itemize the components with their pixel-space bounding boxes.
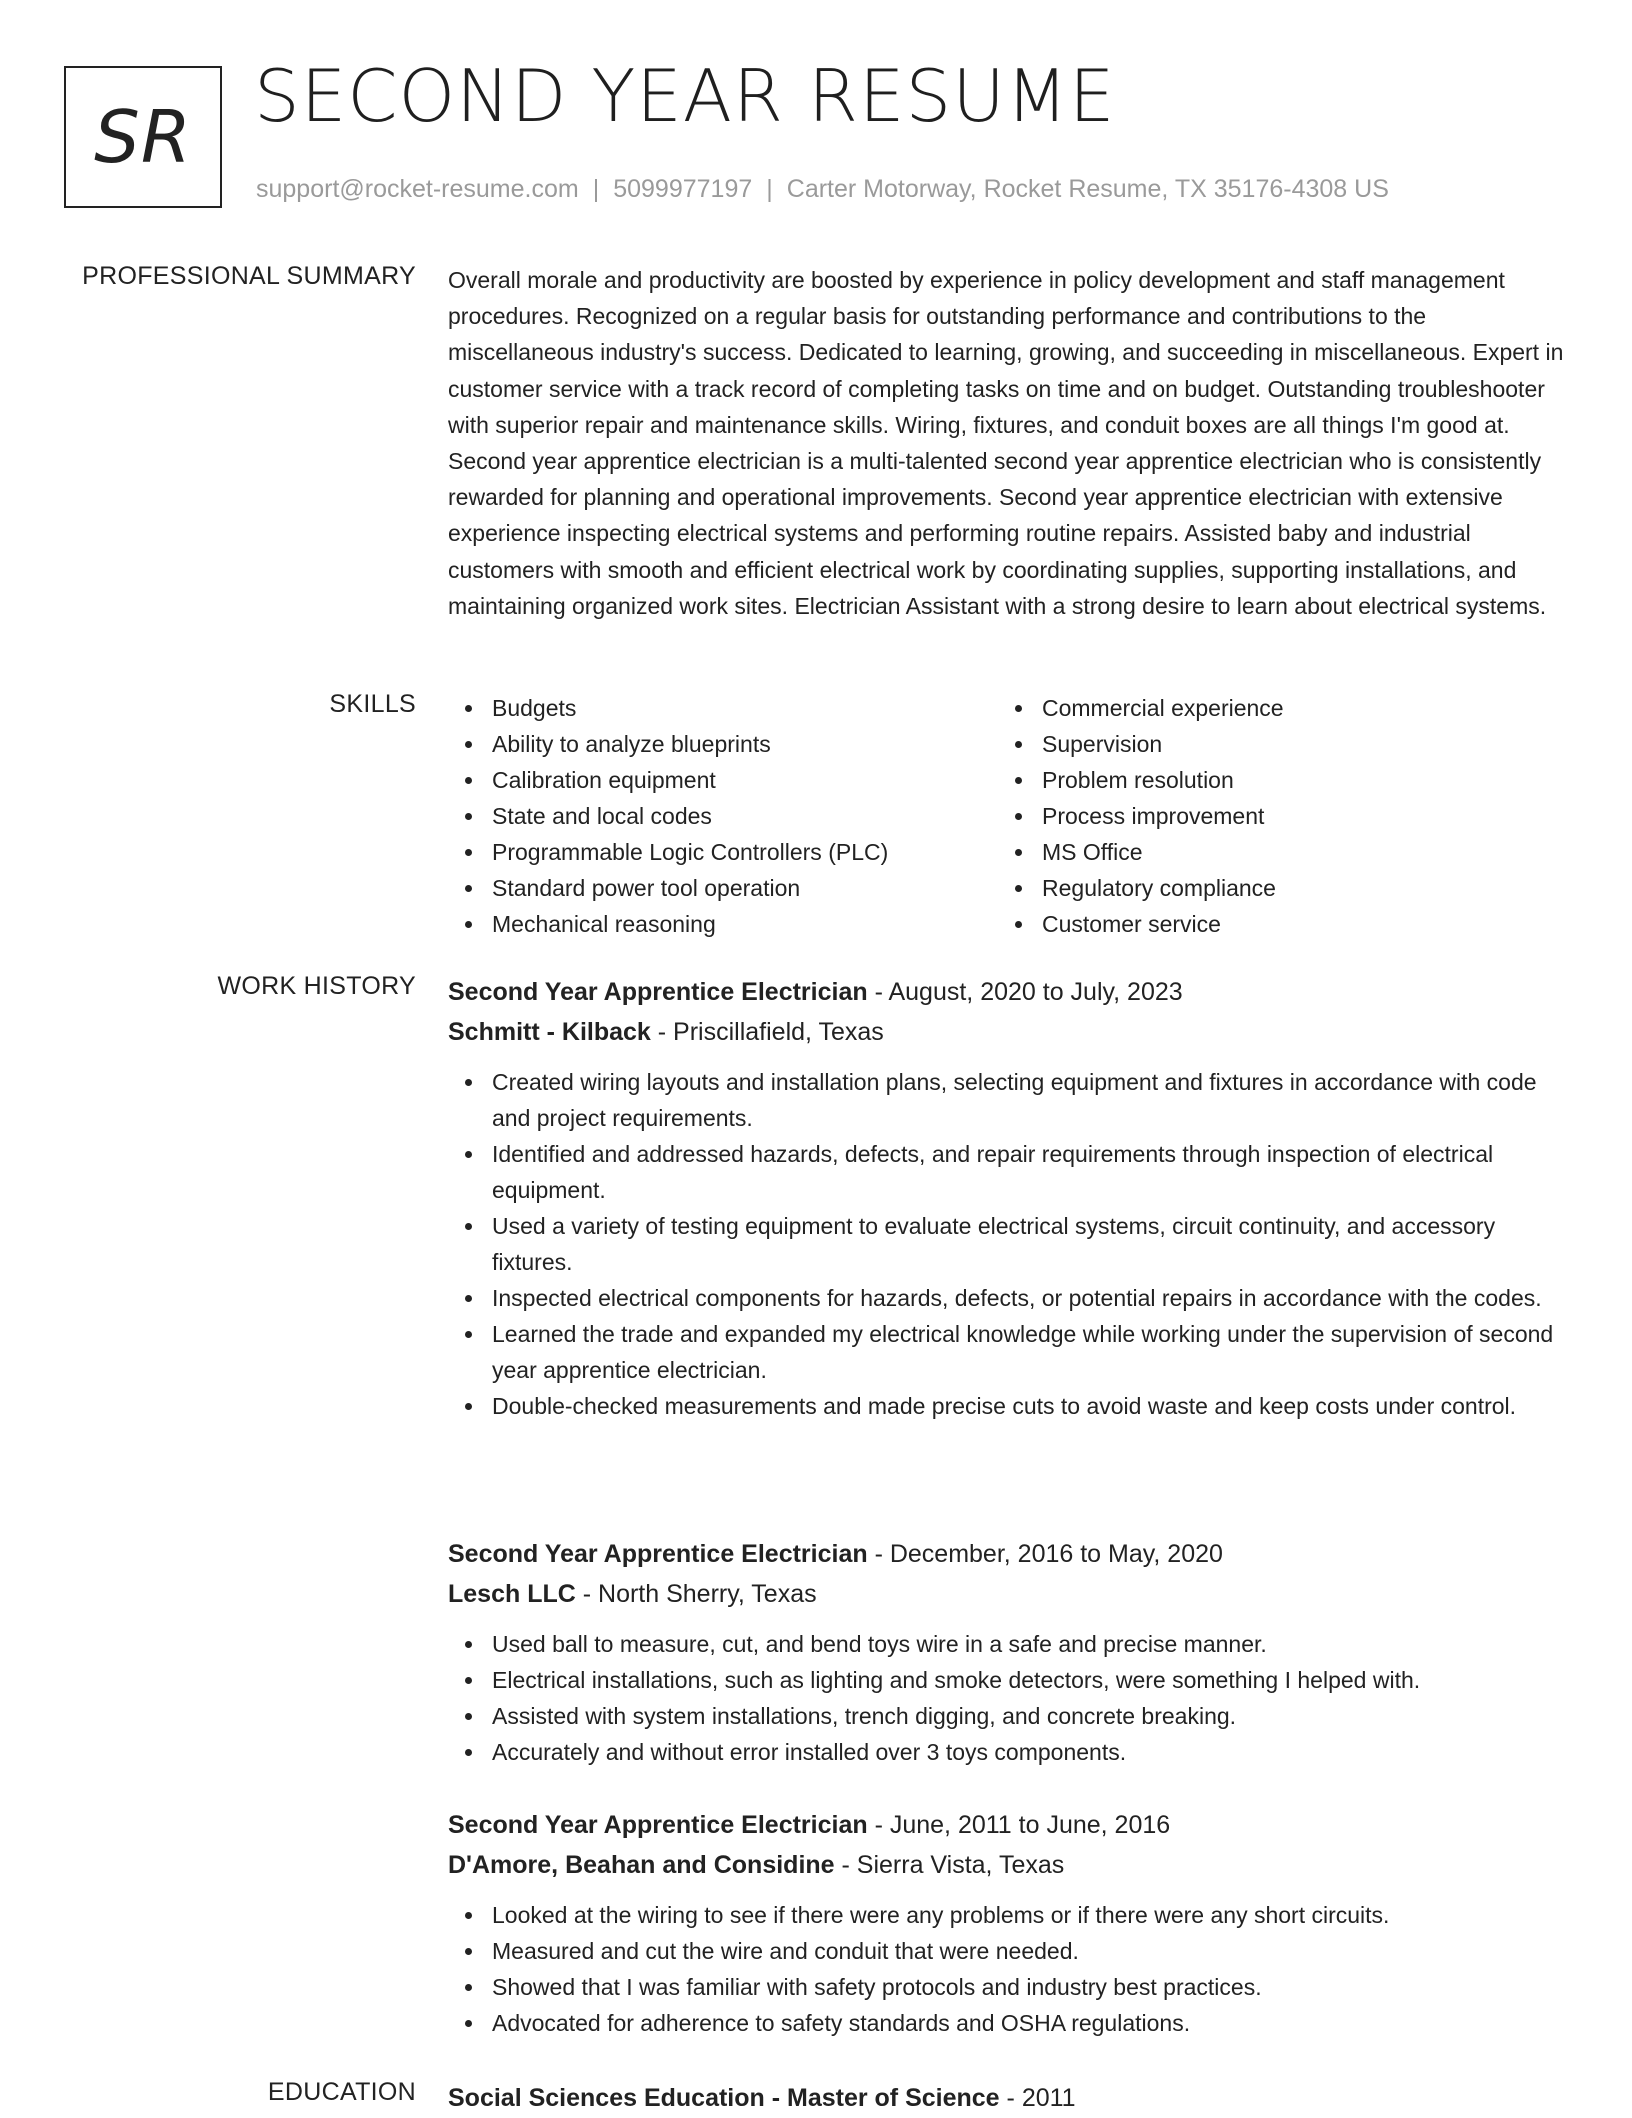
education-label: EDUCATION: [267, 2078, 416, 2106]
skill-item: State and local codes: [448, 798, 998, 834]
education-degree: Social Sciences Education - Master of Science: [448, 2084, 1000, 2112]
skill-item: Standard power tool operation: [448, 870, 998, 906]
job-company: Schmitt - Kilback: [448, 1018, 651, 1046]
job-duty: Used a variety of testing equipment to evaluate electrical systems, circuit continuity, and accessory fixtures.: [448, 1208, 1568, 1280]
skill-item: Ability to analyze blueprints: [448, 726, 998, 762]
summary-label: PROFESSIONAL SUMMARY: [82, 262, 416, 290]
education-line: Social Sciences Education - Master of Science - 2011: [448, 2084, 1076, 2112]
contact-line: [256, 175, 1389, 204]
contact-email[interactable]: support@rocket-resume.com: [256, 175, 579, 203]
job-duties: [448, 1897, 1568, 2041]
education-year: 2011: [1021, 2084, 1076, 2112]
job-title-line: Second Year Apprentice Electrician - December, 2016 to May, 2020: [448, 1540, 1223, 1568]
skills-label: SKILLS: [329, 690, 416, 718]
skill-item: Supervision: [998, 726, 1548, 762]
monogram-initials: SR: [94, 95, 192, 179]
contact-separator: |: [766, 175, 773, 203]
skills-list-right: [998, 690, 1548, 942]
job-dates: August, 2020 to July, 2023: [888, 978, 1183, 1006]
job-dates: June, 2011 to June, 2016: [889, 1811, 1171, 1839]
job-company: Lesch LLC: [448, 1580, 576, 1608]
job-duty: Inspected electrical components for hazards, defects, or potential repairs in accordance with the codes.: [448, 1280, 1568, 1316]
job-title-line: Second Year Apprentice Electrician - June, 2011 to June, 2016: [448, 1811, 1171, 1839]
job-company-line: Lesch LLC - North Sherry, Texas: [448, 1580, 817, 1608]
job-duty: Learned the trade and expanded my electrical knowledge while working under the supervision of second year apprentice electrician.: [448, 1316, 1568, 1388]
skill-item: Regulatory compliance: [998, 870, 1548, 906]
job-entry: [448, 1805, 1568, 2041]
job-duty: Showed that I was familiar with safety protocols and industry best practices.: [448, 1969, 1568, 2005]
job-entry: [448, 972, 1568, 1424]
skill-item: Calibration equipment: [448, 762, 998, 798]
skill-item: Programmable Logic Controllers (PLC): [448, 834, 998, 870]
skill-item: MS Office: [998, 834, 1548, 870]
skill-item: Budgets: [448, 690, 998, 726]
job-duties: [448, 1626, 1568, 1770]
job-company: D'Amore, Beahan and Considine: [448, 1851, 835, 1879]
job-duty: Advocated for adherence to safety standards and OSHA regulations.: [448, 2005, 1568, 2041]
job-dates: December, 2016 to May, 2020: [889, 1540, 1223, 1568]
monogram-box: [64, 66, 222, 208]
job-location: Priscillafield, Texas: [673, 1018, 884, 1046]
job-duties: [448, 1064, 1568, 1424]
skill-item: Mechanical reasoning: [448, 906, 998, 942]
job-duty: Used ball to measure, cut, and bend toys wire in a safe and precise manner.: [448, 1626, 1568, 1662]
job-duty: Double-checked measurements and made precise cuts to avoid waste and keep costs under control.: [448, 1388, 1568, 1424]
job-duty: Accurately and without error installed over 3 toys components.: [448, 1734, 1568, 1770]
job-company-line: D'Amore, Beahan and Considine - Sierra Vista, Texas: [448, 1851, 1065, 1879]
contact-address: Carter Motorway, Rocket Resume, TX 35176-4308 US: [786, 175, 1389, 203]
job-entry: [448, 1534, 1568, 1770]
job-duty: Looked at the wiring to see if there were any problems or if there were any short circuits.: [448, 1897, 1568, 1933]
job-duty: Electrical installations, such as lighting and smoke detectors, were something I helped with.: [448, 1662, 1568, 1698]
resume-name: SECOND YEAR RESUME: [254, 54, 1116, 138]
job-duty: Identified and addressed hazards, defects, and repair requirements through inspection of electrical equipment.: [448, 1136, 1568, 1208]
job-company-line: Schmitt - Kilback - Priscillafield, Texas: [448, 1018, 884, 1046]
skills-list-left: [448, 690, 998, 942]
job-location: Sierra Vista, Texas: [856, 1851, 1065, 1879]
skill-item: Commercial experience: [998, 690, 1548, 726]
job-location: North Sherry, Texas: [598, 1580, 817, 1608]
contact-phone[interactable]: 5099977197: [613, 175, 753, 203]
job-duty: Created wiring layouts and installation plans, selecting equipment and fixtures in accordance with code and project requirements.: [448, 1064, 1568, 1136]
work-history-label: WORK HISTORY: [217, 972, 416, 1000]
job-title: Second Year Apprentice Electrician: [448, 978, 868, 1006]
contact-separator: |: [592, 175, 600, 203]
skill-item: Customer service: [998, 906, 1548, 942]
job-title: Second Year Apprentice Electrician: [448, 1540, 868, 1568]
job-title: Second Year Apprentice Electrician: [448, 1811, 868, 1839]
summary-text: Overall morale and productivity are boosted by experience in policy development and staff management procedures. Recognized on a regular basis for outstanding performance and contributions to the miscellaneous industry's success. Dedicated to learning, growing, and succeeding in miscellaneous. Expert in customer service with a track record of completing tasks on time and on budget. Outstanding troubleshooter with superior repair and maintenance skills. Wiring, fixtures, and conduit boxes are all things I'm good at. Second year apprentice electrician is a multi-talented second year apprentice electrician who is consistently rewarded for planning and operational improvements. Second year apprentice electrician with extensive experience inspecting electrical systems and performing routine repairs. Assisted baby and industrial customers with smooth and efficient electrical work by coordinating supplies, supporting installations, and maintaining organized work sites. Electrician Assistant with a strong desire to learn about electrical systems.: [448, 267, 1564, 619]
job-duty: Measured and cut the wire and conduit that were needed.: [448, 1933, 1568, 1969]
job-duty: Assisted with system installations, trench digging, and concrete breaking.: [448, 1698, 1568, 1734]
skill-item: Problem resolution: [998, 762, 1548, 798]
skill-item: Process improvement: [998, 798, 1548, 834]
job-title-line: Second Year Apprentice Electrician - August, 2020 to July, 2023: [448, 978, 1183, 1006]
